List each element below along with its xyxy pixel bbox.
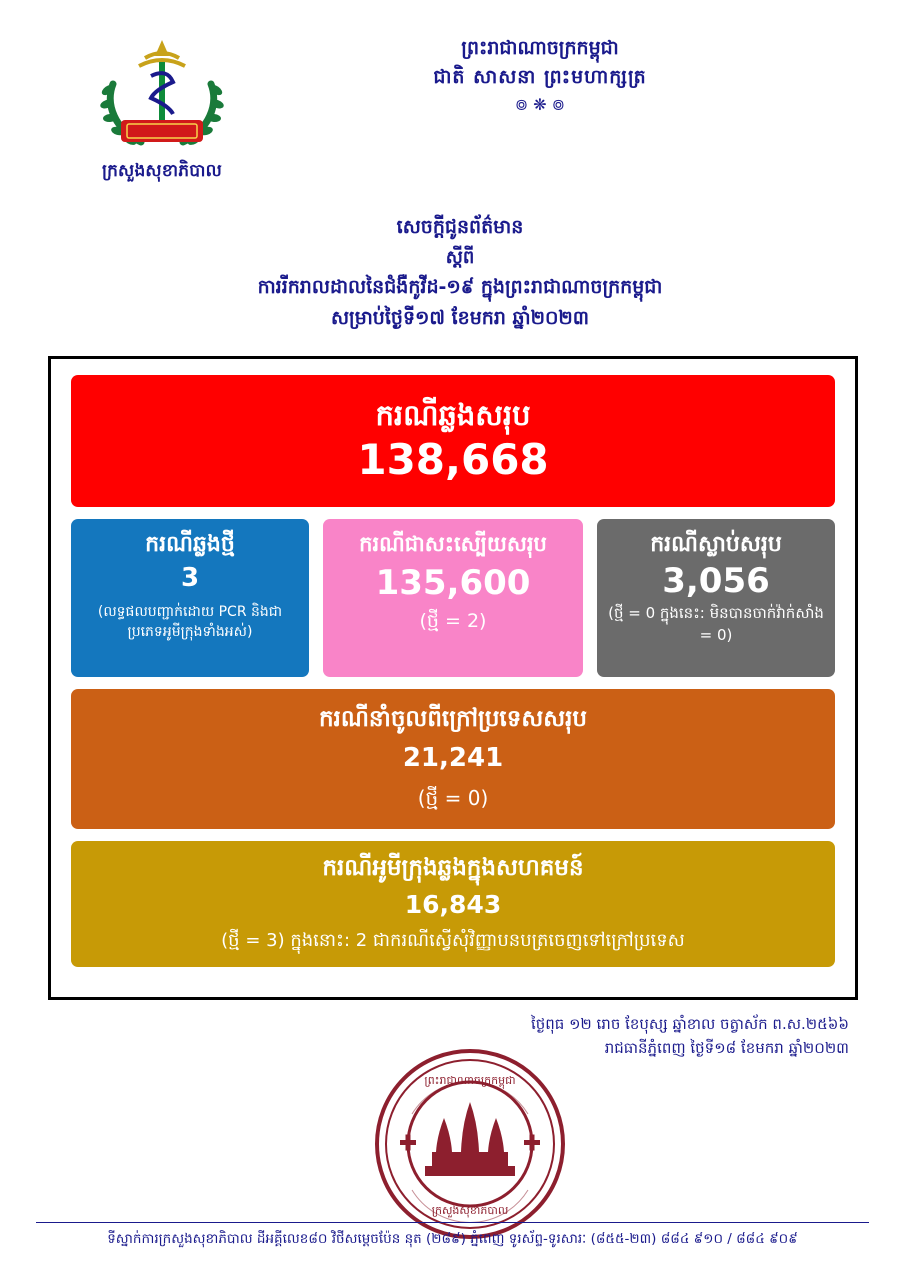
document-title bbox=[120, 212, 800, 333]
ministry-emblem-block bbox=[62, 36, 262, 185]
deaths-value: 3,056 bbox=[662, 560, 770, 601]
doc-title-line2: ស្តីពី bbox=[445, 246, 475, 268]
svg-text:ព្រះរាជាណាចក្រកម្ពុជា: ព្រះរាជាណាចក្រកម្ពុជា bbox=[424, 1074, 516, 1087]
new-cases-note: (លទ្ធផលបញ្ជាក់ដោយ PCR និងជាប្រភេទអូមីក្រុងទាំងអស់) bbox=[97, 603, 283, 640]
rod-of-asclepius-emblem-icon bbox=[93, 36, 231, 154]
ministry-of-health-seal-icon bbox=[370, 1044, 570, 1244]
ministry-label: ក្រសួងសុខាភិបាល bbox=[102, 161, 222, 181]
svg-text:ក្រសួងសុខាភិបាល: ក្រសួងសុខាភិបាល bbox=[431, 1204, 509, 1217]
statistics-box bbox=[48, 356, 858, 1000]
footer-address: ទីស្នាក់ការក្រសួងសុខាភិបាល ដីអគ្គីលេខ៨០ វិថីសម្តេចប៉ែន នុត (២៨៩) ភ្នំពេញ ទូរស័ព្ទ-ទូរសារៈ (៨៥៥-២៣) ៨៨៤ ៩១០ / ៨៨៤ ៩០៩ bbox=[107, 1231, 798, 1247]
document-header bbox=[0, 0, 905, 210]
deaths-card bbox=[597, 519, 835, 677]
community-cases-card bbox=[71, 841, 835, 967]
royal-title-line1: ព្រះរាជាណាចក្រកម្ពុជា bbox=[461, 37, 619, 59]
total-cases-value: 138,668 bbox=[357, 434, 549, 484]
stats-row-three bbox=[71, 519, 835, 677]
total-cases-card bbox=[71, 375, 835, 507]
total-cases-title: ករណីឆ្លងសរុប bbox=[375, 397, 531, 432]
recovered-cases-note: (ថ្មី = 2) bbox=[419, 610, 487, 633]
imported-cases-title: ករណីនាំចូលពីក្រៅប្រទេសសរុប bbox=[318, 705, 588, 732]
community-cases-note: (ថ្មី = 3) ក្នុងនោះ: 2 ជាករណីស្វើសុំវិញ្ញាបនបត្រចេញទៅក្រៅប្រទេស bbox=[221, 930, 685, 952]
royal-title-line2: ជាតិ សាសនា ព្រះមហាក្សត្រ bbox=[433, 65, 647, 88]
recovered-cases-title: ករណីជាសះស្បើយសរុប bbox=[359, 532, 547, 556]
recovered-cases-value: 135,600 bbox=[375, 563, 531, 604]
deaths-title: ករណីស្លាប់សរុប bbox=[650, 532, 782, 557]
imported-cases-note: (ថ្មី = 0) bbox=[417, 786, 489, 811]
deaths-note: (ថ្មី = 0 ក្នុងនេះ: មិនបានចាក់វ៉ាក់សាំង = 0) bbox=[608, 604, 824, 645]
community-cases-title: ករណីអូមីក្រុងឆ្លងក្នុងសហគមន៍ bbox=[322, 854, 584, 881]
doc-title-line1: សេចក្តីជូនព័ត៌មាន bbox=[396, 216, 524, 238]
doc-title-line3: ការរីករាលដាលនៃជំងឺកូវីដ-១៩ ក្នុងព្រះរាជាណាចក្រកម្ពុជា bbox=[257, 275, 663, 298]
doc-title-line4: សម្រាប់ថ្ងៃទី១៧ ខែមករា ឆ្នាំ២០២៣ bbox=[330, 306, 590, 329]
date-line-buddhist: ថ្ងៃពុធ ១២ រោច ខែបុស្ស ឆ្នាំខាល ចត្វាស័ក ព.ស.២៥៦៦ bbox=[530, 1015, 849, 1033]
royal-title-ornament: ៙ ❋ ៙ bbox=[514, 95, 566, 114]
community-cases-value: 16,843 bbox=[404, 890, 502, 920]
royal-title bbox=[240, 34, 840, 117]
imported-cases-card bbox=[71, 689, 835, 829]
new-cases-title: ករណីឆ្លងថ្មី bbox=[145, 532, 235, 557]
footer-divider bbox=[36, 1222, 869, 1223]
imported-cases-value: 21,241 bbox=[402, 743, 504, 774]
recovered-cases-card bbox=[323, 519, 583, 677]
date-line-gregorian: រាជធានីភ្នំពេញ ថ្ងៃទី១៨ ខែមករា ឆ្នាំ២០២៣ bbox=[604, 1039, 849, 1057]
new-cases-value: 3 bbox=[180, 562, 200, 593]
date-block bbox=[531, 1012, 849, 1060]
new-cases-card bbox=[71, 519, 309, 677]
